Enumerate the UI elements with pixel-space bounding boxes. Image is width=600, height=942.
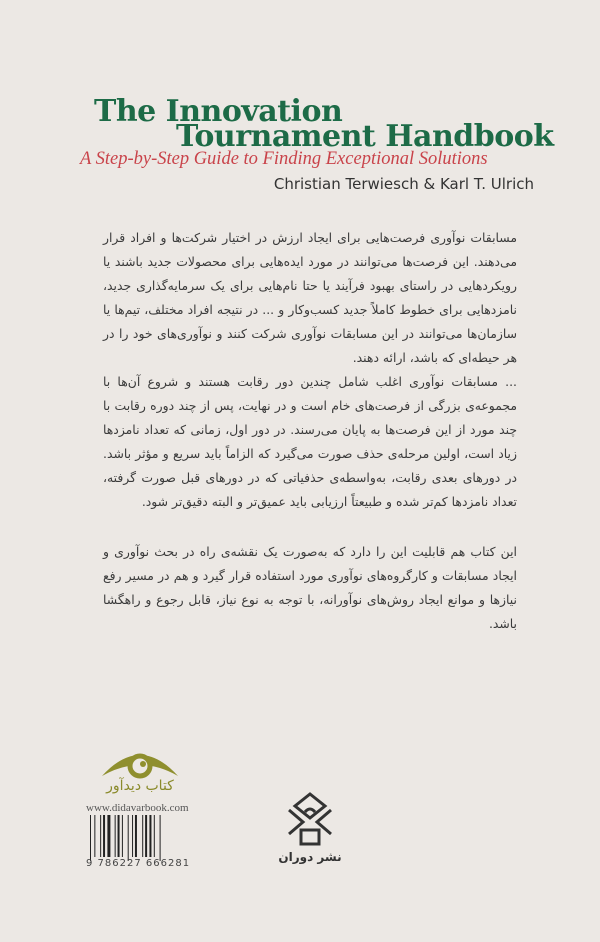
publisher-name: نشر دوران	[278, 850, 342, 864]
title-line-1: The Innovation	[94, 94, 343, 129]
subtitle: A Step-by-Step Guide to Finding Exceptional Solutions	[80, 149, 488, 169]
isbn-number: 9 786227 666281	[86, 858, 191, 869]
title-line-2: Tournament Handbook	[176, 119, 554, 154]
distributor-url: www.didavarbook.com	[86, 802, 189, 814]
blurb-paragraph-1: مسابقات نوآوری فرصت‌هایی برای ایجاد ارزش در اختیار شرکت‌ها و افراد قرار می‌دهند. این فرصت‌ها می‌توانند در مورد ایده‌هایی برای محصولات جدید باشند یا رویکردهایی در راستای بهبود فرآیند یا حتا نام‌هایی برای یک سرمایه‌گذاری جدید، نامزدهایی برای خطوط کاملاً جدید کسب‌وکار و ... در نتیجه افراد مختلف، تیم‌ها یا سازمان‌ها می‌توانند در این مسابقات نوآوری شرکت کنند و نوآوری‌های خود را در هر حیطه‌ای که باشد، ارائه دهند.	[103, 230, 517, 365]
authors: Christian Terwiesch & Karl T. Ulrich	[273, 175, 534, 193]
barcode	[88, 815, 183, 861]
blurb-paragraph-2: ... مسابقات نوآوری اغلب شامل چندین دور رقابت هستند و شروع آن‌ها با مجموعه‌ی بزرگی از فرصت‌های خام است و در نهایت، پس از چند دوره رقابت با چند مورد از این فرصت‌ها به پایان می‌رسند. در دور اول، زمانی که تعداد نامزدها زیاد است، اولین مرحله‌ی حذف صورت می‌گیرد که الزاماً باید سریع و مؤثر باشد. در دورهای بعدی رقابت، به‌واسطه‌ی حذفیاتی که در دورهای قبل صورت گرفته، تعداد نامزدها کم‌تر شده و طبیعتاً ارزیابی باید عمیق‌تر و البته دقیق‌تر شود.	[103, 374, 517, 509]
blurb-paragraph-3: این کتاب هم قابلیت این را دارد که به‌صورت یک نقشه‌ی راه در بحث نوآوری و ایجاد مسابقات و کارگروه‌های نوآوری مورد استفاده قرار گیرد و هم در مسیر رفع نیازها و موانع ایجاد روش‌های نوآورانه، با توجه به نوع نیاز، قابل رجوع و راهگشا باشد.	[103, 544, 517, 631]
publisher-logo-icon	[281, 790, 339, 848]
distributor-logo-text: کتاب دیدآور	[106, 778, 174, 794]
